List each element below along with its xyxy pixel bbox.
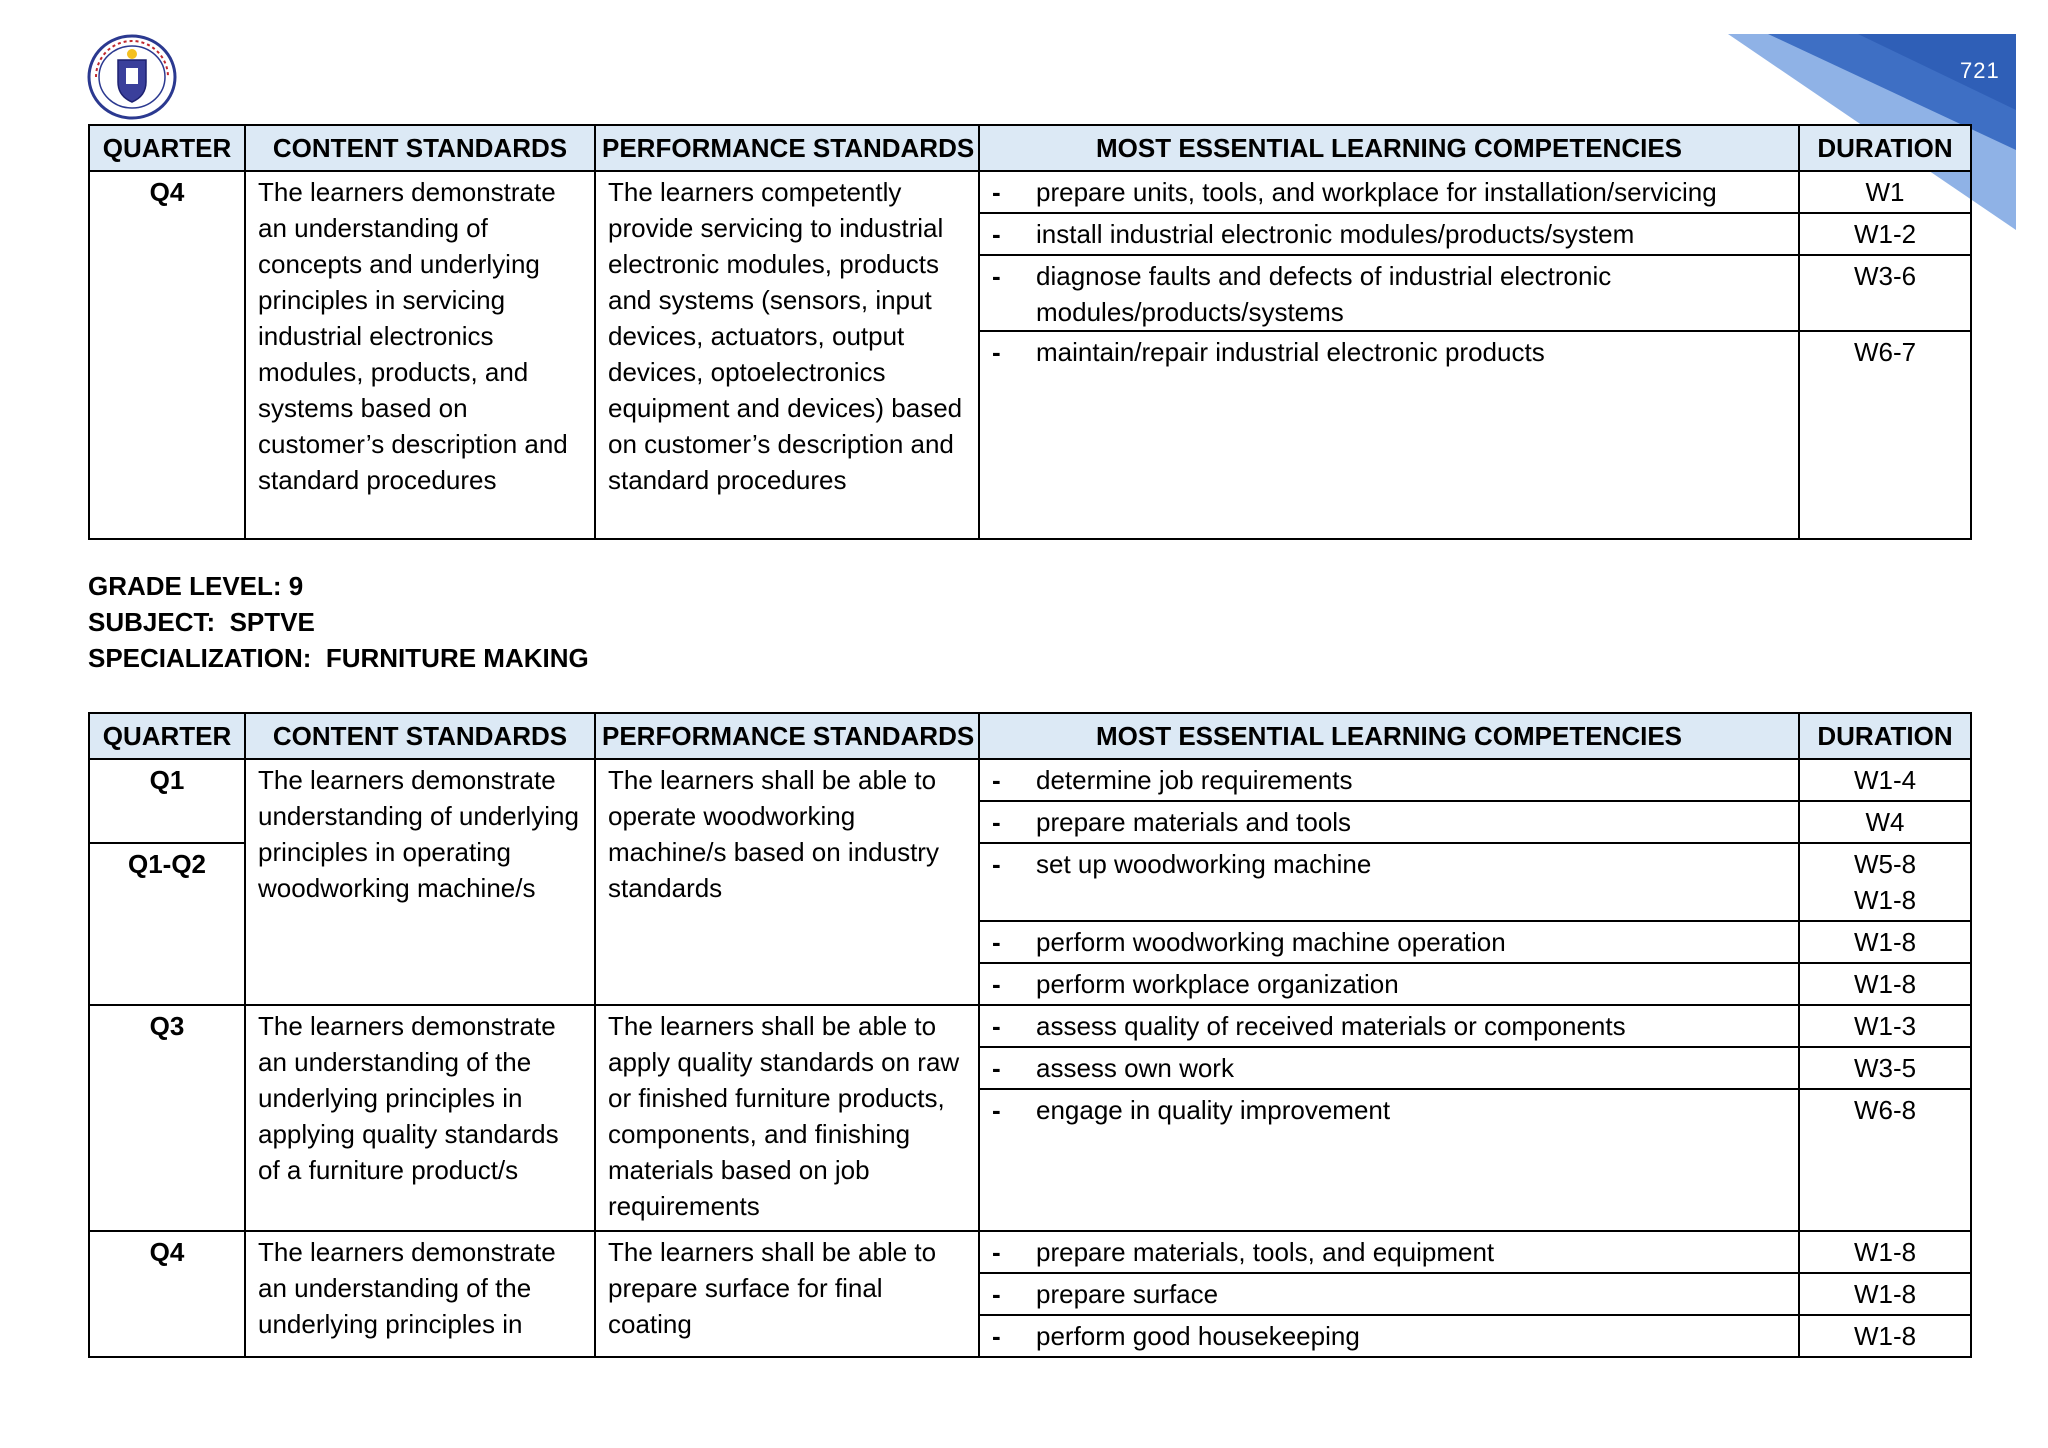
duration-cell: W1 [1799, 171, 1971, 213]
competency-text: maintain/repair industrial electronic products [1036, 337, 1545, 367]
competency-cell [979, 1231, 1799, 1273]
dash-bullet: - [992, 1237, 1001, 1267]
header-performance-standards: PERFORMANCE STANDARDS [595, 713, 979, 759]
duration-cell: W1-2 [1799, 213, 1971, 255]
content-standard-cell: The learners demonstrate understanding of underlying principles in operating woodworking machine/s [245, 759, 595, 1005]
competency-cell [979, 331, 1799, 539]
competency-text: prepare materials, tools, and equipment [1036, 1237, 1495, 1267]
competency-text: prepare surface [1036, 1279, 1219, 1309]
table-row [89, 1231, 1971, 1273]
duration-cell: W3-6 [1799, 255, 1971, 331]
competency-cell [979, 963, 1799, 1005]
header-duration: DURATION [1799, 125, 1971, 171]
duration-cell: W6-7 [1799, 331, 1971, 539]
dash-bullet: - [992, 969, 1001, 999]
competency-text: determine job requirements [1036, 765, 1353, 795]
header-content-standards: CONTENT STANDARDS [245, 713, 595, 759]
grade-level: GRADE LEVEL: 9 [88, 571, 304, 601]
header-performance-standards: PERFORMANCE STANDARDS [595, 125, 979, 171]
duration-cell: W1-8 [1799, 921, 1971, 963]
dash-bullet: - [992, 219, 1001, 249]
table-row [89, 171, 1971, 213]
subject: SUBJECT: SPTVE [88, 607, 315, 637]
dash-bullet: - [992, 765, 1001, 795]
grade-info [88, 568, 589, 676]
competency-cell [979, 171, 1799, 213]
header-competencies: MOST ESSENTIAL LEARNING COMPETENCIES [979, 125, 1799, 171]
deped-seal-icon [86, 34, 178, 120]
competency-cell [979, 1315, 1799, 1357]
dash-bullet: - [992, 1321, 1001, 1351]
competency-text: perform good housekeeping [1036, 1321, 1360, 1351]
page-number: 721 [1960, 58, 2000, 83]
duration-cell: W1-8 [1799, 1273, 1971, 1315]
header-quarter: QUARTER [89, 125, 245, 171]
competency-table-electronics [88, 124, 1972, 540]
competency-text: diagnose faults and defects of industrial electronic [1036, 261, 1612, 291]
performance-standard-cell: The learners competently provide servicing to industrial electronic modules, products and systems (sensors, input devices, actuators, output devices, optoelectronics equipment and devices) based on customer’s description and standard procedures [595, 171, 979, 539]
dash-bullet: - [992, 1011, 1001, 1041]
content-standard-cell: The learners demonstrate an understanding of the underlying principles in [245, 1231, 595, 1357]
competency-text: set up woodworking machine [1036, 849, 1372, 879]
dash-bullet: - [992, 927, 1001, 957]
dash-bullet: - [992, 177, 1001, 207]
competency-text: perform workplace organization [1036, 969, 1399, 999]
header-duration: DURATION [1799, 713, 1971, 759]
performance-standard-cell: The learners shall be able to prepare surface for final coating [595, 1231, 979, 1357]
quarter-cell: Q1 [89, 759, 245, 843]
competency-text: prepare materials and tools [1036, 807, 1352, 837]
competency-text-continued: modules/products/systems [1036, 297, 1344, 327]
duration-cell: W4 [1799, 801, 1971, 843]
table-row [89, 1005, 1971, 1047]
duration-cell [1799, 843, 1971, 921]
header-quarter: QUARTER [89, 713, 245, 759]
quarter-cell: Q3 [89, 1005, 245, 1231]
specialization: SPECIALIZATION: FURNITURE MAKING [88, 643, 589, 673]
duration-cell: W1-8 [1799, 963, 1971, 1005]
competency-cell [979, 213, 1799, 255]
competency-cell [979, 843, 1799, 921]
duration-cell: W1-4 [1799, 759, 1971, 801]
duration-value: W5-8 [1853, 849, 1917, 879]
competency-text: assess own work [1036, 1053, 1234, 1083]
competency-cell [979, 801, 1799, 843]
quarter-cell: Q4 [89, 1231, 245, 1357]
dash-bullet: - [992, 337, 1001, 367]
duration-cell: W1-8 [1799, 1231, 1971, 1273]
content-standard-cell: The learners demonstrate an understanding of the underlying principles in applying quality standards of a furniture product/s [245, 1005, 595, 1231]
competency-text: prepare units, tools, and workplace for installation/servicing [1036, 177, 1717, 207]
table-header-row [89, 125, 1971, 171]
competency-cell [979, 255, 1799, 331]
duration-cell: W1-8 [1799, 1315, 1971, 1357]
content-standard-cell: The learners demonstrate an understanding of concepts and underlying principles in servicing industrial electronics modules, products, and systems based on customer’s description and standard procedures [245, 171, 595, 539]
dash-bullet: - [992, 1053, 1001, 1083]
duration-cell: W1-3 [1799, 1005, 1971, 1047]
duration-value: W1-8 [1853, 885, 1917, 915]
header-content-standards: CONTENT STANDARDS [245, 125, 595, 171]
duration-cell: W3-5 [1799, 1047, 1971, 1089]
performance-standard-cell: The learners shall be able to operate woodworking machine/s based on industry standards [595, 759, 979, 1005]
competency-cell [979, 1273, 1799, 1315]
quarter-cell: Q1-Q2 [89, 843, 245, 1005]
competency-text: perform woodworking machine operation [1036, 927, 1506, 957]
duration-cell: W6-8 [1799, 1089, 1971, 1231]
competency-cell [979, 1047, 1799, 1089]
header-competencies: MOST ESSENTIAL LEARNING COMPETENCIES [979, 713, 1799, 759]
competency-text: assess quality of received materials or components [1036, 1011, 1626, 1041]
dash-bullet: - [992, 807, 1001, 837]
competency-table-furniture [88, 712, 1972, 1358]
dash-bullet: - [992, 261, 1001, 291]
dash-bullet: - [992, 1095, 1001, 1125]
dash-bullet: - [992, 849, 1001, 879]
table-header-row [89, 713, 1971, 759]
dash-bullet: - [992, 1279, 1001, 1309]
competency-cell [979, 1005, 1799, 1047]
competency-cell [979, 921, 1799, 963]
competency-cell [979, 1089, 1799, 1231]
competency-text: install industrial electronic modules/products/system [1036, 219, 1635, 249]
competency-text: engage in quality improvement [1036, 1095, 1391, 1125]
table-row [89, 759, 1971, 801]
competency-cell [979, 759, 1799, 801]
quarter-cell: Q4 [89, 171, 245, 539]
performance-standard-cell: The learners shall be able to apply quality standards on raw or finished furniture products, components, and finishing materials based on job requirements [595, 1005, 979, 1231]
